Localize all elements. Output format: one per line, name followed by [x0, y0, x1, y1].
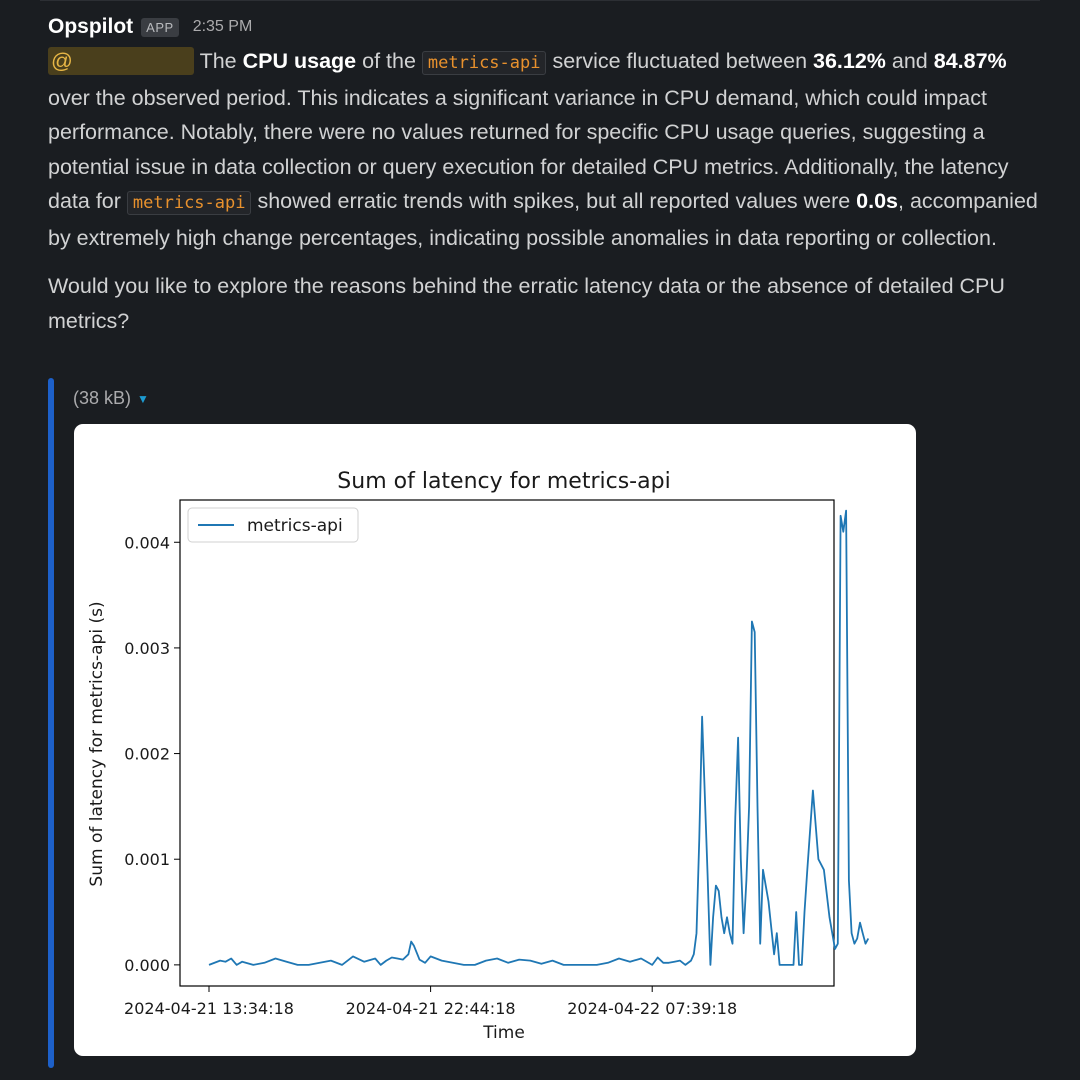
top-divider	[40, 0, 1040, 1]
x-axis-label: Time	[483, 1023, 525, 1043]
app-badge: APP	[141, 18, 179, 37]
x-axis-ticks	[124, 986, 737, 1018]
text-segment: , accompanied by extremely high change percentages, indicating possible anomalies in data reporting or collection.	[48, 189, 1038, 250]
text-segment: of the	[356, 49, 422, 73]
text-segment: and	[885, 49, 934, 73]
text-segment: showed erratic trends with spikes, but all reported values were	[251, 189, 857, 213]
x-tick-label: 2024-04-21 22:44:18	[345, 999, 516, 1018]
bold-cpu-min: 36.12%	[813, 49, 886, 73]
text-segment: service fluctuated between	[546, 49, 813, 73]
y-tick-label: 0.002	[124, 744, 170, 764]
y-tick-label: 0.003	[124, 638, 170, 658]
series-line-metrics-api	[209, 511, 868, 965]
y-axis-label: Sum of latency for metrics-api (s)	[87, 601, 107, 887]
bold-cpu-usage: CPU usage	[242, 49, 357, 73]
y-tick-label: 0.001	[124, 850, 170, 870]
y-tick-label: 0.000	[124, 955, 170, 975]
legend-label: metrics-api	[247, 516, 343, 536]
chart-image[interactable]	[74, 424, 916, 1056]
bot-message	[48, 10, 1038, 338]
x-tick-label: 2024-04-22 07:39:18	[567, 999, 738, 1018]
text-segment: over the observed period. This indicates a significant variance in CPU demand, which could impact performance. Notably, there were no values returned for specific CPU usage queries, suggesting a potential issue in data collection or query execution for detailed CPU metrics. Additionally, the latency data for	[48, 85, 1009, 213]
plot-frame	[180, 500, 834, 986]
latency-chart	[74, 424, 916, 1056]
message-paragraph-1	[48, 44, 1038, 255]
message-paragraph-2: Would you like to explore the reasons behind the erratic latency data or the absence of detailed CPU metrics?	[48, 274, 1005, 333]
attachment-accent-bar	[48, 378, 54, 1068]
inline-code-service: metrics-api	[422, 51, 547, 75]
bold-cpu-max: 84.87%	[933, 49, 1007, 73]
attachment-size: (38 kB)	[73, 388, 132, 408]
chart-title: Sum of latency for metrics-api	[337, 469, 671, 494]
caret-down-icon: ▼	[137, 391, 149, 406]
inline-code-service: metrics-api	[127, 191, 252, 215]
message-timestamp[interactable]: 2:35 PM	[192, 18, 253, 35]
legend	[188, 508, 358, 542]
y-tick-label: 0.004	[124, 533, 170, 553]
x-tick-label: 2024-04-21 13:34:18	[124, 999, 294, 1018]
attachment-toggle[interactable]	[73, 388, 149, 409]
user-mention[interactable]: @	[48, 47, 194, 75]
text-segment: The	[199, 49, 243, 73]
sender-name[interactable]: Opspilot	[48, 15, 134, 38]
y-axis-ticks	[124, 533, 180, 975]
bold-latency-value: 0.0s	[856, 189, 899, 213]
message-header	[48, 10, 1038, 44]
